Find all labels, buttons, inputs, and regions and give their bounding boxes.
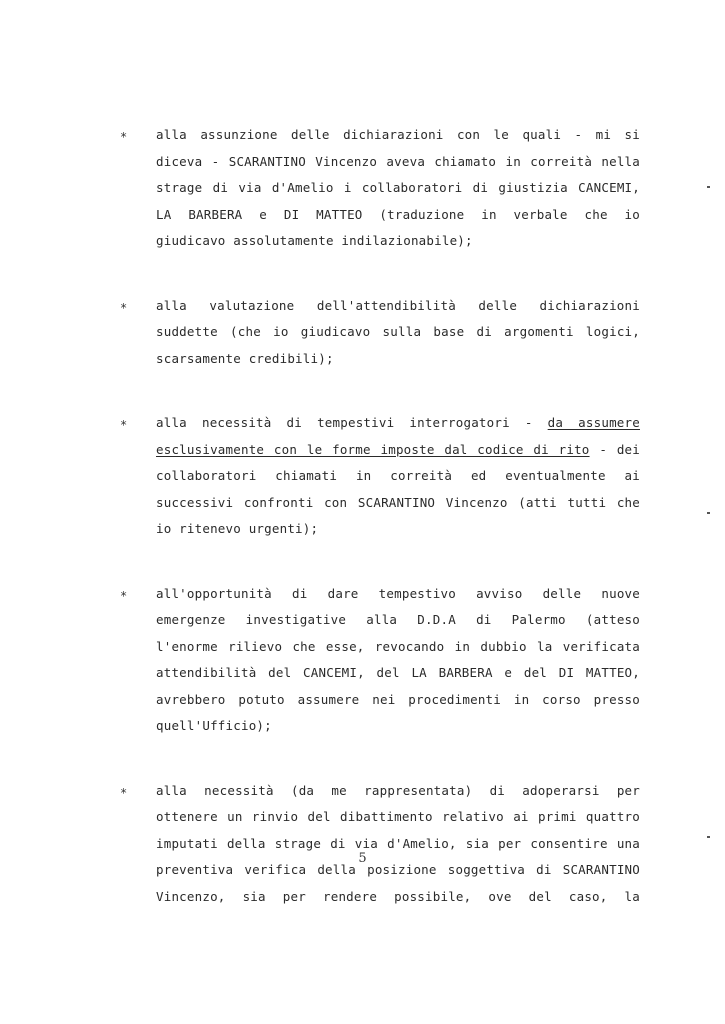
text-line — [156, 410, 640, 437]
page-number: 5 — [358, 851, 367, 866]
text-line: successivi confronti con SCARANTINO Vincenzo (atti tutti che — [156, 494, 640, 510]
underlined-text: da assumere — [547, 415, 640, 430]
text-line: emergenze investigative alla D.D.A di Palermo (atteso — [156, 612, 640, 627]
paragraph — [156, 293, 640, 373]
scan-mark — [707, 836, 710, 838]
text-line — [156, 437, 640, 464]
text-line: giudicavo assolutamente indilazionabile); — [156, 233, 473, 248]
text-line: collaboratori chiamati in correità ed eventualmente ai — [156, 468, 640, 483]
text-line: l'enorme rilievo che esse, revocando in dubbio la verificata — [156, 638, 640, 654]
list-item — [120, 581, 640, 740]
text-line: alla valutazione dell'attendibilità delle dichiarazioni — [156, 297, 640, 313]
scan-mark — [707, 512, 710, 514]
text-line: diceva - SCARANTINO Vincenzo aveva chiamato in correità nella — [156, 153, 640, 169]
bullet-asterisk: * — [120, 130, 128, 144]
list-item — [120, 410, 640, 543]
text-line: alla necessità (da me rappresentata) di adoperarsi per — [156, 782, 640, 798]
underlined-text: esclusivamente con le forme imposte dal codice di rito — [156, 441, 590, 457]
text-line: preventiva verifica della posizione soggettiva di SCARANTINO — [156, 862, 640, 877]
paragraph — [156, 122, 640, 255]
bullet-asterisk: * — [120, 418, 128, 432]
text-line: LA BARBERA e DI MATTEO (traduzione in verbale che io — [156, 206, 640, 222]
text-line: all'opportunità di dare tempestivo avviso delle nuove — [156, 585, 640, 601]
text-line: avrebbero potuto assumere nei procedimenti in corso presso — [156, 691, 640, 707]
bullet-asterisk: * — [120, 300, 128, 315]
paragraph — [156, 410, 640, 543]
text-line: scarsamente credibili); — [156, 350, 334, 366]
text-segment: - dei — [599, 441, 641, 457]
paragraph — [156, 581, 640, 740]
list-item — [120, 778, 640, 911]
text-line: ottenere un rinvio del dibattimento relativo ai primi quattro — [156, 809, 640, 824]
bullet-list — [120, 122, 640, 948]
list-item — [120, 293, 640, 373]
bullet-asterisk: * — [120, 785, 128, 800]
text-line: alla assunzione delle dichiarazioni con le quali - mi si — [156, 127, 640, 142]
text-line: strage di via d'Amelio i collaboratori di giustizia CANCEMI, — [156, 180, 640, 195]
text-line: attendibilità del CANCEMI, del LA BARBERA e del DI MATTEO, — [156, 665, 640, 680]
text-segment: alla necessità di tempestivi interrogatori - — [156, 415, 533, 430]
list-item — [120, 122, 640, 255]
text-line: io ritenevo urgenti); — [156, 521, 319, 536]
paragraph — [156, 778, 640, 911]
text-line: imputati della strage di via d'Amelio, sia per consentire una — [156, 835, 640, 851]
text-line: suddette (che io giudicavo sulla base di argomenti logici, — [156, 324, 640, 339]
bullet-asterisk: * — [120, 588, 128, 603]
scan-mark — [707, 186, 710, 188]
text-line: Vincenzo, sia per rendere possibile, ove del caso, la — [156, 888, 640, 904]
text-line: quell'Ufficio); — [156, 718, 272, 733]
